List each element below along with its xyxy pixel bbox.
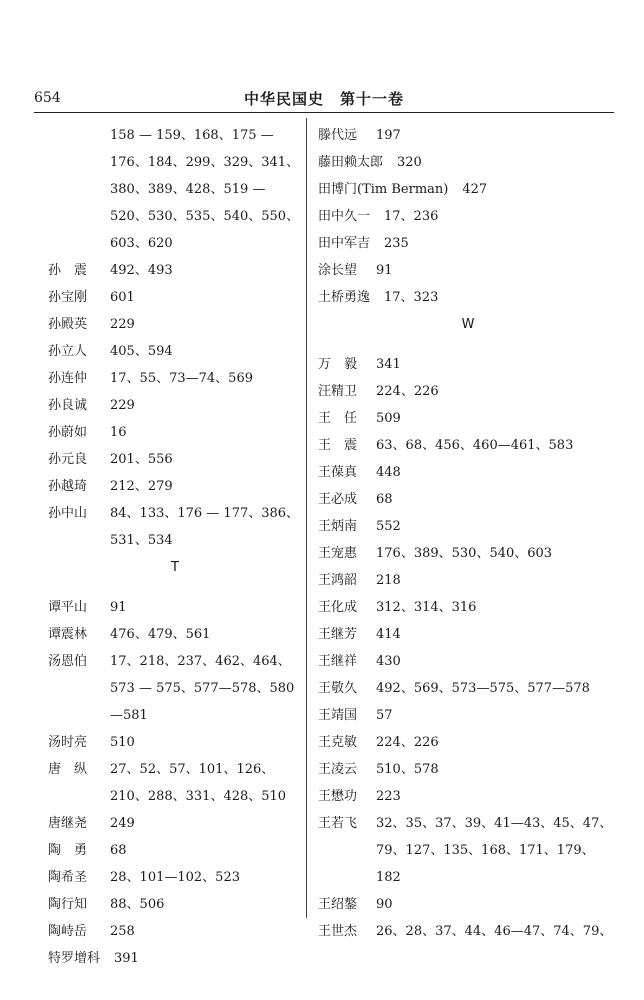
entry-pages: 427 xyxy=(462,182,488,197)
entry-pages: 17、323 xyxy=(384,290,439,305)
index-entry xyxy=(318,648,618,675)
index-entry xyxy=(48,945,302,972)
entry-name: 孙立人 xyxy=(48,344,88,359)
entry-pages: 601 xyxy=(110,290,135,305)
entry-name: 田博门(Tim Berman) xyxy=(318,182,449,197)
entry-pages: 224、226 xyxy=(376,384,439,399)
index-entry xyxy=(48,648,302,729)
entry-name: 孙宝刚 xyxy=(48,290,88,305)
entry-name: 孙良诚 xyxy=(48,398,88,413)
entry-pages: 249 xyxy=(110,816,135,831)
entry-name: 王靖国 xyxy=(318,708,358,723)
entry-name: 王化成 xyxy=(318,600,358,615)
entry-pages: 17、236 xyxy=(384,209,439,224)
entry-name: 孙中山 xyxy=(48,506,88,521)
entry-name: 王克敏 xyxy=(318,735,358,750)
entry-pages: 57 xyxy=(376,708,393,723)
entry-name: 王宠惠 xyxy=(318,546,358,561)
entry-pages: 91 xyxy=(376,263,393,278)
entry-name: 汤时亮 xyxy=(48,735,88,750)
entry-pages: 552 xyxy=(376,519,401,534)
index-entry xyxy=(48,837,302,864)
entry-name: 唐继尧 xyxy=(48,816,88,831)
entry-pages: 510 xyxy=(110,735,135,750)
entry-pages: 91 xyxy=(110,600,127,615)
index-entry xyxy=(318,729,618,756)
index-entry xyxy=(318,756,618,783)
index-entry xyxy=(48,311,302,338)
entry-name: 田中久一 xyxy=(318,209,371,224)
entry-name: 陶峙岳 xyxy=(48,924,88,939)
entry-pages: 320 xyxy=(397,155,422,170)
entry-name: 万 毅 xyxy=(318,357,358,372)
entry-name: 唐 纵 xyxy=(48,762,88,777)
index-entry xyxy=(318,783,618,810)
entry-name: 孙越琦 xyxy=(48,479,88,494)
entry-name: 汤恩伯 xyxy=(48,654,88,669)
entry-name: 王 震 xyxy=(318,438,358,453)
entry-pages: 218 xyxy=(376,573,401,588)
index-entry xyxy=(48,284,302,311)
entry-name: 孙元良 xyxy=(48,452,88,467)
entry-name: 王葆真 xyxy=(318,465,358,480)
entry-pages: 84、133、176 — 177、386、531、534 xyxy=(110,506,300,548)
index-entry xyxy=(318,351,618,378)
entry-name: 涂长望 xyxy=(318,263,358,278)
entry-name: 陶 勇 xyxy=(48,843,88,858)
entry-pages: 32、35、37、39、41—43、45、47、79、127、135、168、171、179、182 xyxy=(376,816,613,885)
entry-name: 藤田赖太郎 xyxy=(318,155,384,170)
index-entry xyxy=(318,405,618,432)
index-entry xyxy=(318,513,618,540)
index-entry xyxy=(318,459,618,486)
index-entry xyxy=(48,621,302,648)
index-entry xyxy=(48,473,302,500)
index-entry xyxy=(318,594,618,621)
index-entry-continuation xyxy=(48,122,302,257)
entry-pages: 414 xyxy=(376,627,401,642)
entry-pages: 16 xyxy=(110,425,127,440)
entry-pages: 17、55、73—74、569 xyxy=(110,371,253,386)
index-entry xyxy=(48,257,302,284)
entry-name: 王炳南 xyxy=(318,519,358,534)
entry-name: 王继芳 xyxy=(318,627,358,642)
running-title: 中华民国史 第十一卷 xyxy=(243,90,404,108)
entry-pages: 492、569、573—575、577—578 xyxy=(376,681,590,696)
entry-name: 王绍鏊 xyxy=(318,897,358,912)
entry-name: 王敬久 xyxy=(318,681,358,696)
entry-name: 土桥勇逸 xyxy=(318,290,371,305)
entry-pages: 448 xyxy=(376,465,401,480)
index-entry xyxy=(318,149,618,176)
entry-pages: 176、389、530、540、603 xyxy=(376,546,553,561)
index-entry xyxy=(318,257,618,284)
entry-name: 谭震林 xyxy=(48,627,88,642)
entry-name: 汪精卫 xyxy=(318,384,358,399)
entry-pages: 158 — 159、168、175 — 176、184、299、329、341、380、389、428、519 — 520、530、535、540、550、603、620 xyxy=(110,128,300,251)
index-entry xyxy=(318,918,618,945)
index-column-left xyxy=(48,122,302,972)
entry-name: 谭平山 xyxy=(48,600,88,615)
index-entry xyxy=(318,810,618,891)
entry-pages: 27、52、57、101、126、210、288、331、428、510 xyxy=(110,762,287,804)
index-entry xyxy=(318,122,618,149)
entry-pages: 258 xyxy=(110,924,135,939)
entry-pages: 88、506 xyxy=(110,897,165,912)
entry-name: 王继祥 xyxy=(318,654,358,669)
index-entry xyxy=(48,864,302,891)
entry-name: 王世杰 xyxy=(318,924,358,939)
entry-pages: 476、479、561 xyxy=(110,627,211,642)
index-entry xyxy=(48,594,302,621)
entry-pages: 28、101—102、523 xyxy=(110,870,240,885)
entry-name: 王 任 xyxy=(318,411,358,426)
index-entry xyxy=(318,378,618,405)
index-entry xyxy=(318,675,618,702)
index-entry xyxy=(318,621,618,648)
section-letter-w: W xyxy=(461,317,475,332)
index-entry xyxy=(48,729,302,756)
entry-pages: 90 xyxy=(376,897,393,912)
section-letter-t: T xyxy=(171,560,179,575)
entry-pages: 212、279 xyxy=(110,479,173,494)
index-entry xyxy=(48,891,302,918)
entry-pages: 68 xyxy=(110,843,127,858)
entry-pages: 509 xyxy=(376,411,401,426)
page-number: 654 xyxy=(34,90,61,106)
entry-pages: 229 xyxy=(110,398,135,413)
page-header xyxy=(34,84,614,114)
entry-name: 王凌云 xyxy=(318,762,358,777)
index-entry xyxy=(318,567,618,594)
index-entry xyxy=(318,230,618,257)
entry-pages: 17、218、237、462、464、573 — 575、577—578、580—581 xyxy=(110,654,295,723)
index-entry xyxy=(318,540,618,567)
entry-pages: 492、493 xyxy=(110,263,173,278)
index-entry xyxy=(318,486,618,513)
entry-name: 王若飞 xyxy=(318,816,358,831)
index-entry xyxy=(48,365,302,392)
entry-pages: 405、594 xyxy=(110,344,173,359)
entry-name: 孙 震 xyxy=(48,263,88,278)
index-column-right xyxy=(318,122,618,945)
entry-pages: 201、556 xyxy=(110,452,173,467)
index-entry xyxy=(48,419,302,446)
header-rule xyxy=(34,112,614,113)
entry-name: 王鸿韶 xyxy=(318,573,358,588)
index-entry xyxy=(48,338,302,365)
entry-name: 陶希圣 xyxy=(48,870,88,885)
entry-pages: 26、28、37、44、46—47、74、79、 xyxy=(376,924,613,939)
entry-name: 陶行知 xyxy=(48,897,88,912)
entry-pages: 68 xyxy=(376,492,393,507)
entry-name: 王必成 xyxy=(318,492,358,507)
entry-pages: 510、578 xyxy=(376,762,439,777)
index-entry xyxy=(48,500,302,554)
entry-pages: 430 xyxy=(376,654,401,669)
index-entry xyxy=(48,392,302,419)
index-entry xyxy=(48,756,302,810)
index-entry xyxy=(318,284,618,311)
entry-pages: 63、68、456、460—461、583 xyxy=(376,438,574,453)
index-entry xyxy=(318,203,618,230)
column-divider xyxy=(306,118,307,918)
index-entry xyxy=(48,918,302,945)
entry-pages: 341 xyxy=(376,357,401,372)
entry-name: 孙连仲 xyxy=(48,371,88,386)
entry-pages: 224、226 xyxy=(376,735,439,750)
entry-name: 特罗增科 xyxy=(48,951,101,966)
entry-pages: 229 xyxy=(110,317,135,332)
entry-name: 滕代远 xyxy=(318,128,358,143)
entry-pages: 223 xyxy=(376,789,401,804)
entry-name: 田中军吉 xyxy=(318,236,371,251)
index-entry xyxy=(318,702,618,729)
entry-pages: 197 xyxy=(376,128,401,143)
index-entry xyxy=(318,891,618,918)
index-entry xyxy=(318,176,618,203)
entry-pages: 391 xyxy=(114,951,139,966)
index-entry xyxy=(48,446,302,473)
index-entry xyxy=(48,810,302,837)
entry-name: 孙蔚如 xyxy=(48,425,88,440)
entry-name: 孙殿英 xyxy=(48,317,88,332)
index-entry xyxy=(318,432,618,459)
entry-pages: 235 xyxy=(384,236,409,251)
entry-name: 王懋功 xyxy=(318,789,358,804)
entry-pages: 312、314、316 xyxy=(376,600,477,615)
